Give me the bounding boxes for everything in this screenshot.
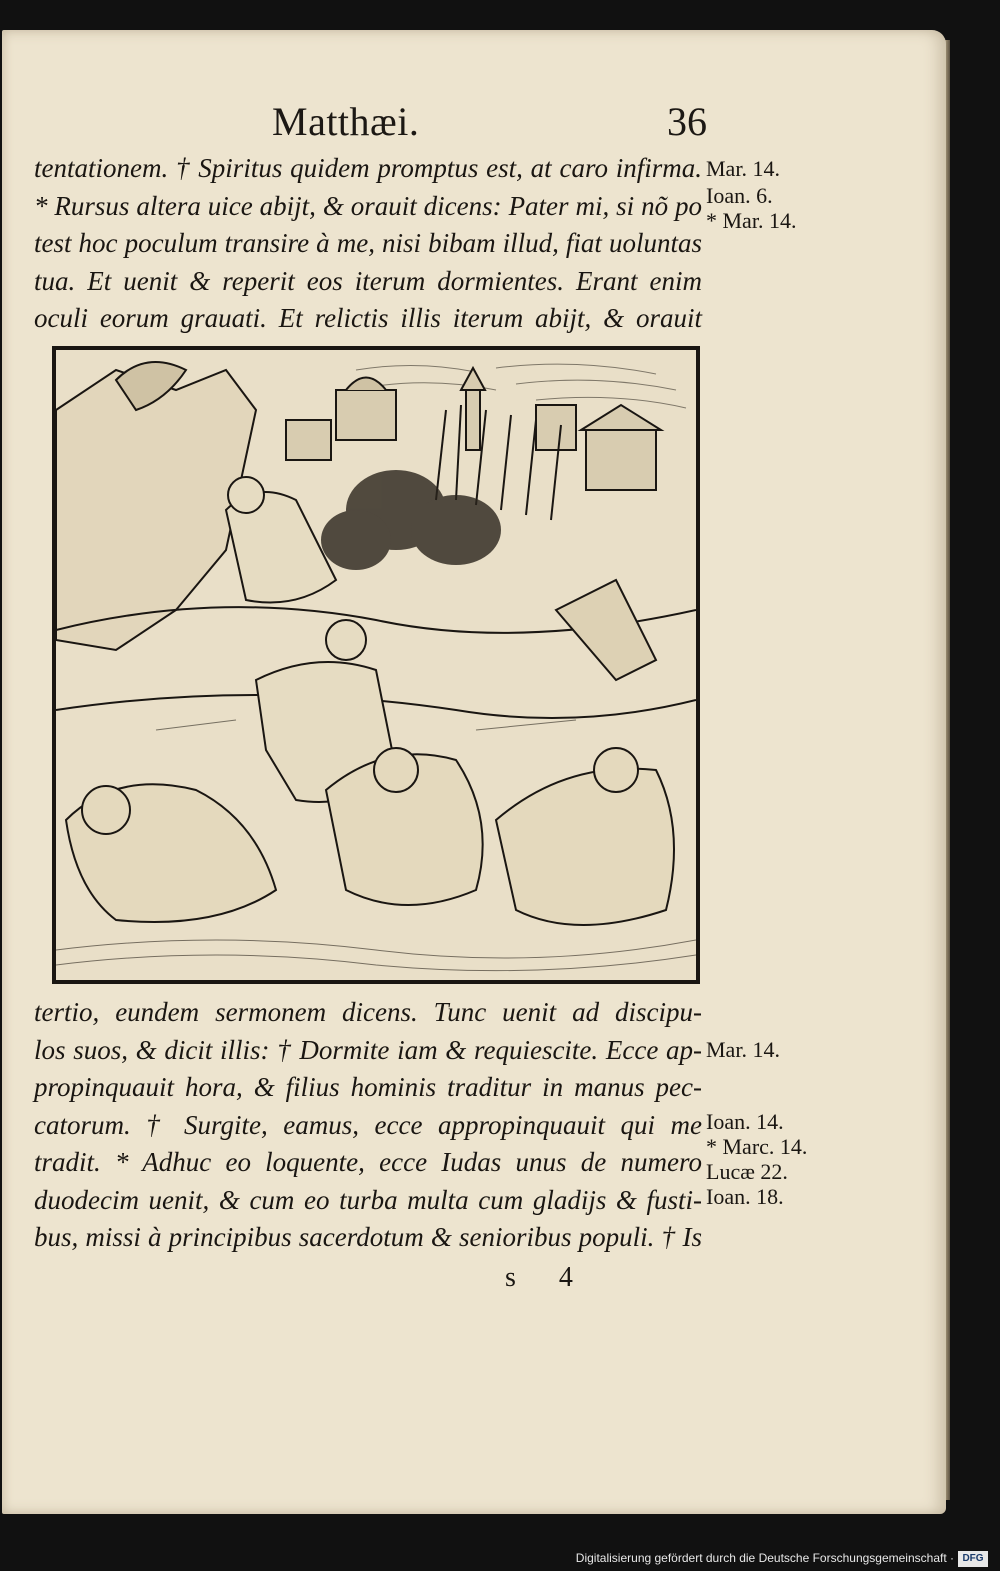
text-line: * Rursus altera uice abijt, & orauit dicens: Pater mi, si nõ po <box>34 190 702 221</box>
woodcut-illustration <box>52 346 700 984</box>
sleeping-disciples <box>66 748 674 925</box>
margin-note: * Mar. 14. <box>706 208 797 233</box>
text-line: tertio, eundem sermonem dicens. Tunc uenit ad discipu- <box>34 997 702 1027</box>
margin-note: Ioan. 6. <box>706 183 773 208</box>
margin-note: Lucæ 22. <box>706 1159 788 1184</box>
signature-mark: s 4 <box>505 1262 591 1293</box>
margin-note: Mar. 14. <box>706 156 780 181</box>
margin-note: Mar. 14. <box>706 1037 780 1062</box>
text-line: oculi eorum grauati. Et relictis illis iterum abijt, & orauit <box>34 303 702 333</box>
text-line: bus, missi à principibus sacerdotum & senioribus populi. † Is <box>34 1222 702 1252</box>
trees <box>321 470 501 570</box>
margin-note: Ioan. 18. <box>706 1184 784 1209</box>
margin-note: Ioan. 14. <box>706 1109 784 1134</box>
text-line: tradit. * Adhuc eo loquente, ecce Iudas unus de numero <box>34 1147 702 1177</box>
city-buildings <box>286 368 661 490</box>
margin-note: * Marc. 14. <box>706 1134 808 1159</box>
dfg-logo: DFG <box>958 1551 988 1567</box>
running-title: Matthæi. <box>272 99 420 144</box>
text-line: propinquauit hora, & filius hominis traditur in manus pec- <box>34 1072 702 1102</box>
text-line: test hoc poculum transire à me, nisi bibam illud, fiat uoluntas <box>34 228 702 258</box>
digitization-credit: Digitalisierung gefördert durch die Deutsche Forschungsgemeinschaft · <box>575 1551 954 1565</box>
woodcut-garden-scene <box>56 350 696 980</box>
text-line: duodecim uenit, & cum eo turba multa cum gladijs & fusti- <box>34 1184 702 1215</box>
text-line: tua. Et uenit & reperit eos iterum dormientes. Erant enim <box>34 265 702 296</box>
text-line: tentationem. † Spiritus quidem promptus est, at caro infirma. <box>34 153 702 183</box>
text-line: los suos, & dicit illis: † Dormite iam & requiescite. Ecce ap- <box>34 1034 702 1065</box>
praying-figure <box>226 477 336 603</box>
sky-hatching <box>356 364 686 408</box>
body-text-bottom <box>34 994 702 1257</box>
folio-number: 36 <box>667 99 707 144</box>
text-line: catorum. † Surgite, eamus, ecce appropinquauit qui me <box>34 1109 702 1140</box>
body-text-top <box>34 150 702 338</box>
